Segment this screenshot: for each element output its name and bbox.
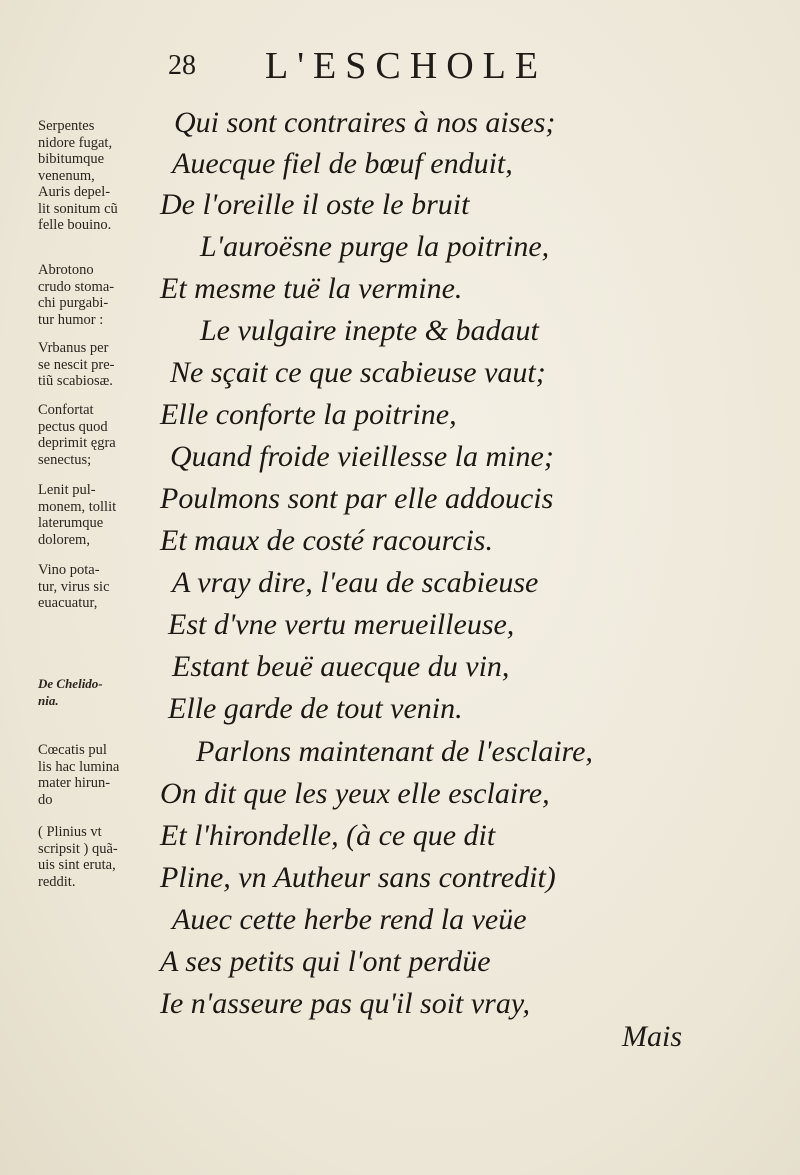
margin-note-line: Auris depel- bbox=[38, 184, 111, 200]
verse-line: Le vulgaire inepte & badaut bbox=[200, 314, 539, 347]
verse-line: Pline, vn Autheur sans contredit) bbox=[160, 861, 556, 894]
margin-note-line: mater hirun- bbox=[38, 775, 111, 791]
verse-line: L'auroësne purge la poitrine, bbox=[200, 230, 550, 263]
margin-note-line: Cœcatis pul bbox=[38, 742, 107, 758]
margin-note-line: bibitumque bbox=[38, 151, 105, 167]
margin-note-line: Lenit pul- bbox=[38, 482, 96, 498]
margin-note-line: Abrotono bbox=[38, 262, 94, 278]
margin-note-line: pectus quod bbox=[38, 418, 108, 435]
margin-note-line: laterumque bbox=[38, 515, 104, 531]
margin-note-line: lis hac lumina bbox=[38, 758, 120, 775]
verse-line: A vray dire, l'eau de scabieuse bbox=[172, 566, 539, 599]
margin-note-line: senectus; bbox=[38, 451, 92, 468]
verse-line: Ne sçait ce que scabieuse vaut; bbox=[170, 356, 546, 389]
page-number: 28 bbox=[168, 50, 196, 81]
verse-line: Et l'hirondelle, (à ce que dit bbox=[160, 819, 496, 852]
margin-note-line: uis sint eruta, bbox=[38, 857, 116, 873]
verse-line: Elle garde de tout venin. bbox=[168, 692, 463, 725]
margin-note-line: felle bouino. bbox=[38, 217, 112, 233]
margin-note-line: tur humor : bbox=[38, 311, 104, 328]
margin-note-line: tur, virus sic bbox=[38, 578, 110, 595]
margin-note-line: tiũ scabiosæ. bbox=[38, 373, 113, 389]
verse-line: Qui sont contraires à nos aises; bbox=[174, 106, 556, 139]
margin-note-line: monem, tollit bbox=[38, 498, 117, 515]
margin-note-line: reddit. bbox=[38, 873, 76, 890]
margin-note-line: Confortat bbox=[38, 402, 94, 418]
margin-note-line: dolorem, bbox=[38, 531, 90, 548]
verse-line: Quand froide vieillesse la mine; bbox=[170, 440, 554, 473]
verse-line: Auecque fiel de bœuf enduit, bbox=[172, 147, 513, 180]
margin-note-line: euacuatur, bbox=[38, 595, 98, 611]
verse-line: De l'oreille il oste le bruit bbox=[160, 188, 470, 221]
margin-note-line: chi purgabi- bbox=[38, 295, 109, 311]
margin-note-line: do bbox=[38, 791, 53, 808]
catchword: Mais bbox=[622, 1020, 682, 1053]
margin-note-line: venenum, bbox=[38, 167, 95, 184]
margin-note-line: lit sonitum cũ bbox=[38, 200, 118, 217]
verse-line: Et mesme tuë la vermine. bbox=[160, 272, 463, 305]
verse-line: Ie n'asseure pas qu'il soit vray, bbox=[160, 987, 531, 1020]
verse-line: Elle conforte la poitrine, bbox=[160, 398, 457, 431]
margin-note-line: scripsit ) quã- bbox=[38, 840, 118, 857]
verse-line: Poulmons sont par elle addoucis bbox=[160, 482, 554, 515]
verse-line: A ses petits qui l'ont perdüe bbox=[160, 945, 491, 978]
margin-note-line: crudo stoma- bbox=[38, 278, 115, 295]
margin-note-line: se nescit pre- bbox=[38, 356, 115, 373]
margin-note-line: Vrbanus per bbox=[38, 340, 109, 356]
margin-note-line: ( Plinius vt bbox=[38, 824, 102, 840]
verse-line: On dit que les yeux elle esclaire, bbox=[160, 777, 550, 810]
margin-note-line: nia. bbox=[38, 692, 59, 708]
verse-line: Parlons maintenant de l'esclaire, bbox=[196, 735, 593, 768]
margin-note-line: deprimit ęgra bbox=[38, 435, 116, 451]
running-title: L'ESCHOLE bbox=[265, 45, 548, 87]
margin-note-line: Vino pota- bbox=[38, 562, 100, 578]
margin-note-line: Serpentes bbox=[38, 118, 95, 134]
margin-note-line: De Chelido- bbox=[38, 676, 103, 691]
verse-line: Estant beuë auecque du vin, bbox=[172, 650, 510, 683]
verse-line: Et maux de costé racourcis. bbox=[160, 524, 493, 557]
margin-note-line: nidore fugat, bbox=[38, 134, 113, 151]
verse-line: Est d'vne vertu merueilleuse, bbox=[168, 608, 515, 641]
verse-line: Auec cette herbe rend la veüe bbox=[172, 903, 527, 936]
